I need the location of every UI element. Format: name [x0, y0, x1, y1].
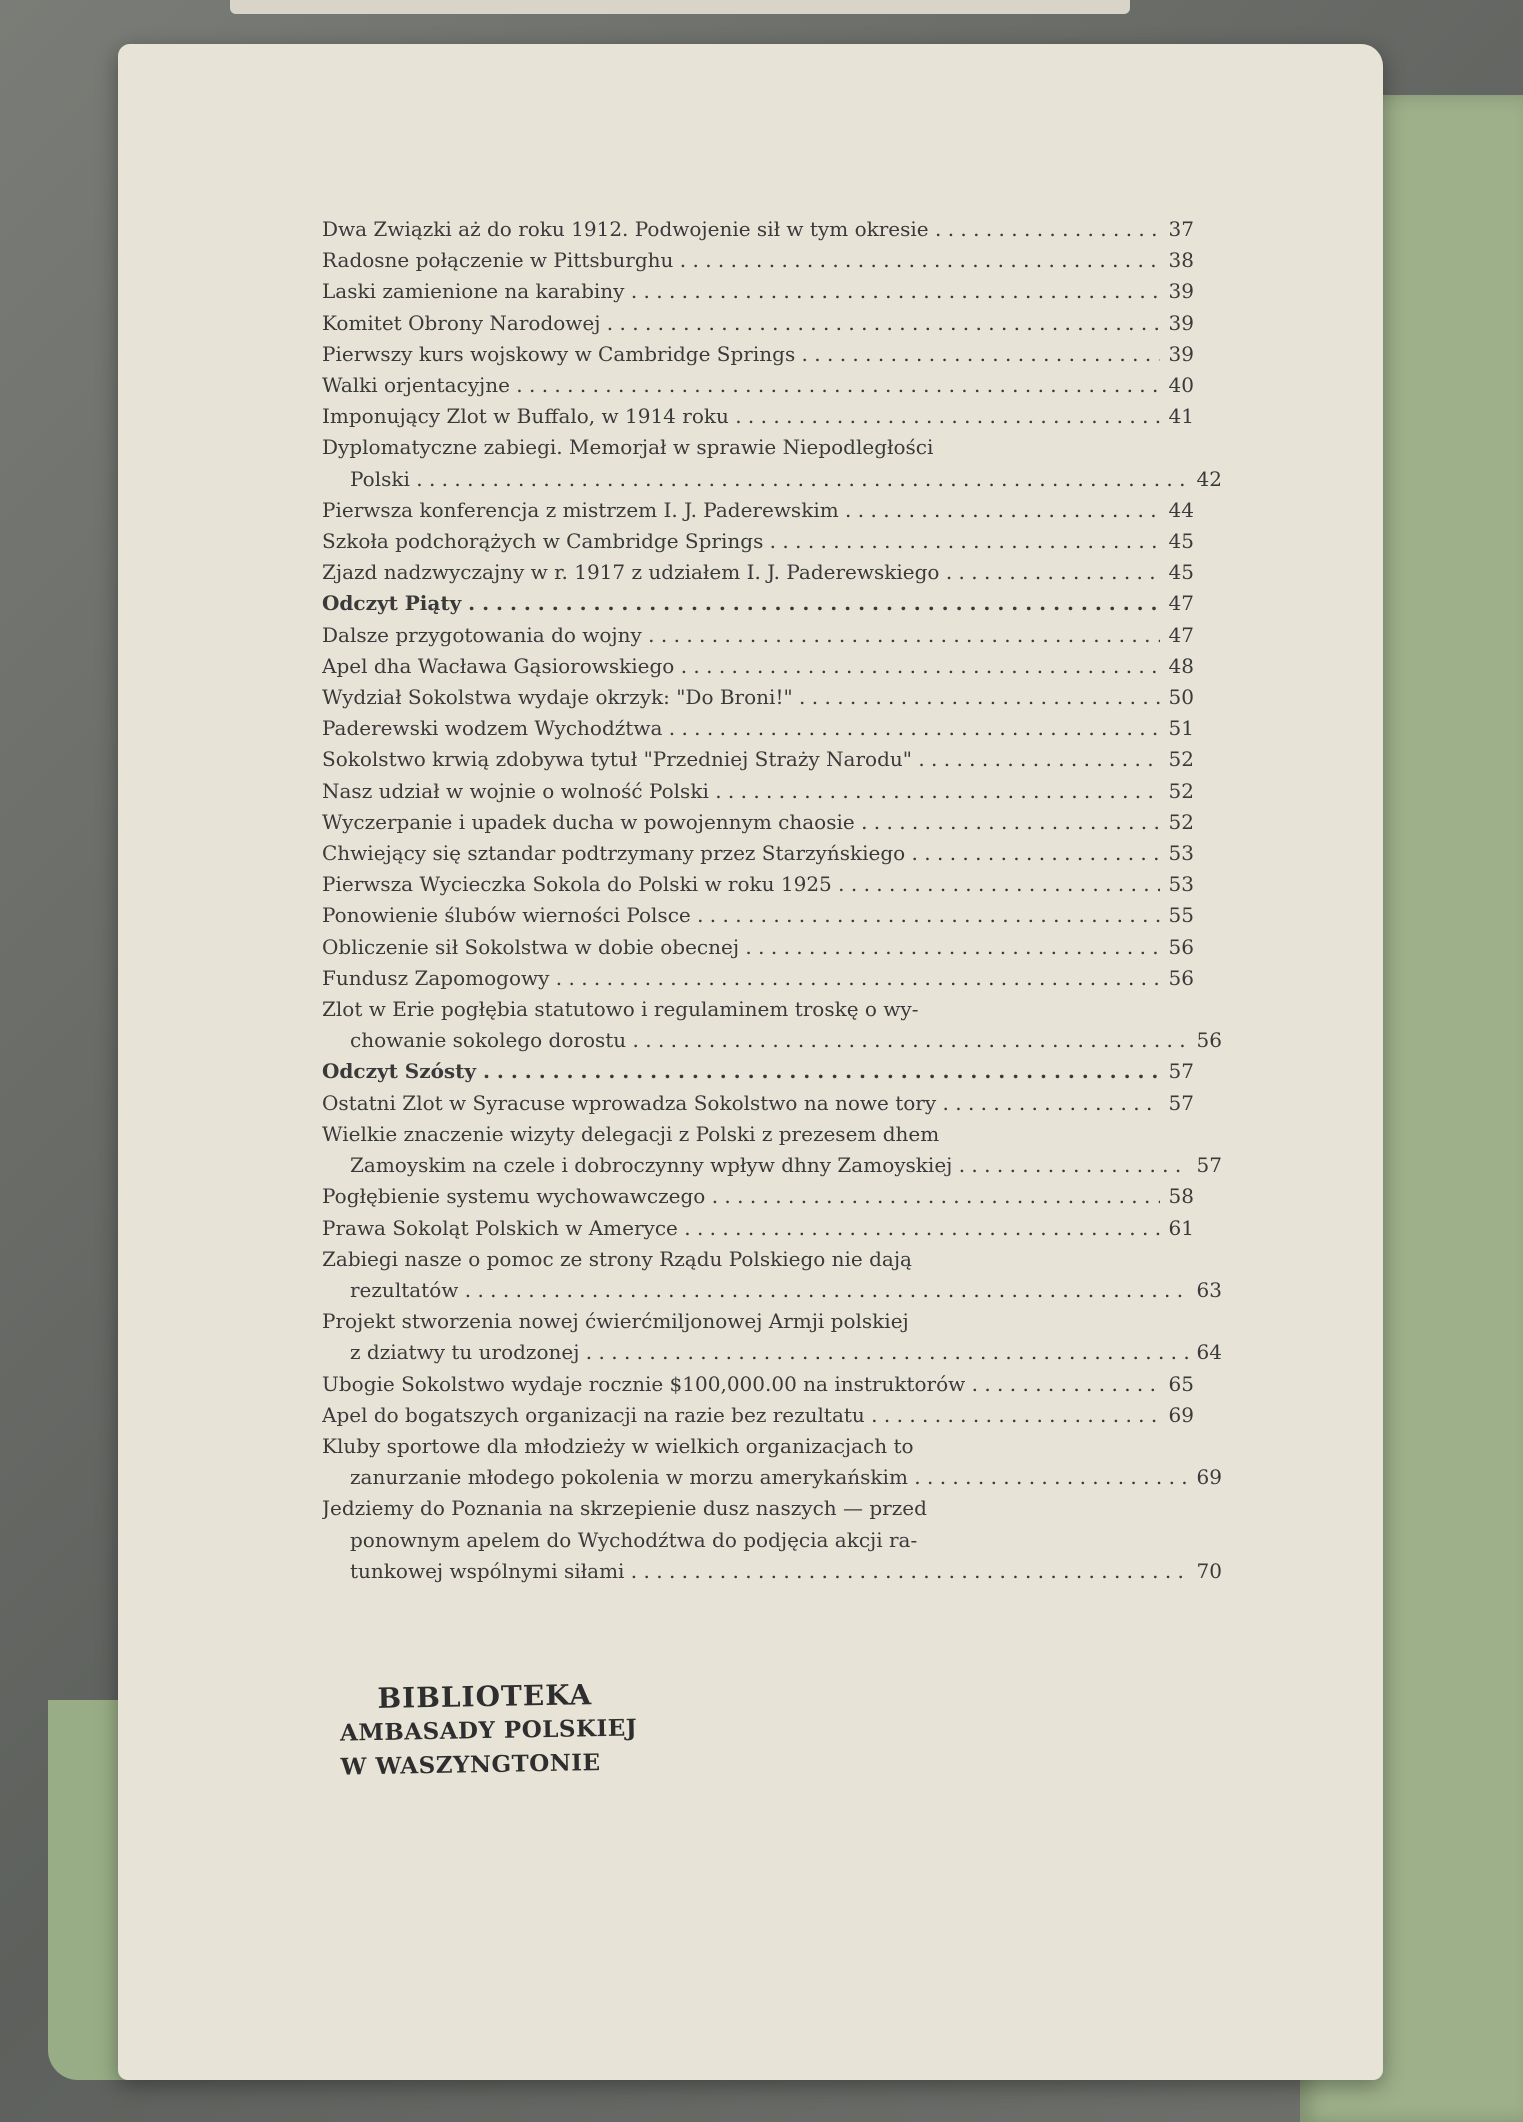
toc-entry [322, 1369, 1194, 1400]
toc-entry [322, 1088, 1194, 1119]
toc-entry-title: Kluby sportowe dla młodzieży w wielkich organizacjach to [322, 1433, 914, 1458]
toc-entry [322, 1181, 1194, 1212]
toc-entry [322, 526, 1194, 557]
stamp-line-1: BIBLIOTEKA [377, 1678, 593, 1715]
toc-entry [322, 1556, 1222, 1587]
toc-entry [322, 776, 1194, 807]
toc-entry-title: Walki orjentacyjne . . . [322, 370, 1160, 401]
toc-page-number: 65 [1168, 1371, 1194, 1396]
toc-entry-title: Dalsze przygotowania do wojny . . . [322, 620, 1160, 651]
toc-page-number: 47 [1168, 591, 1194, 616]
toc-entry [322, 432, 1194, 463]
toc-entry-title: Jedziemy do Poznania na skrzepienie dusz naszych — przed [322, 1496, 927, 1521]
toc-page-number: 45 [1168, 529, 1194, 554]
underlying-page-edge [230, 0, 1130, 14]
toc-entry [322, 994, 1194, 1025]
toc-entry [322, 1119, 1194, 1150]
stamp-line-2: AMBASADY POLSKIEJ [339, 1714, 638, 1747]
toc-page-number: 47 [1168, 622, 1194, 647]
toc-page-number: 63 [1196, 1277, 1222, 1302]
toc-entry-title: Dwa Związki aż do roku 1912. Podwojenie sił w tym okresie . . . [322, 214, 1160, 245]
toc-entry-title: Wielkie znaczenie wizyty delegacji z Polski z prezesem dhem [322, 1121, 940, 1146]
toc-entry [322, 963, 1194, 994]
toc-entry [322, 1306, 1194, 1337]
toc-entry [322, 308, 1194, 339]
toc-entry-title: Apel do bogatszych organizacji na razie bez rezultatu . . . [322, 1400, 1160, 1431]
toc-entry [322, 1400, 1194, 1431]
toc-entry-title: Fundusz Zapomogowy . . . [322, 963, 1160, 994]
toc-page-number: 58 [1168, 1184, 1194, 1209]
toc-entry-title: Zlot w Erie pogłębia statutowo i regulaminem troskę o wy- [322, 997, 919, 1022]
toc-entry [322, 744, 1194, 775]
toc-page-number: 57 [1196, 1153, 1222, 1178]
toc-entry [322, 713, 1194, 744]
toc-entry [322, 339, 1194, 370]
toc-page-number: 41 [1168, 404, 1194, 429]
toc-page-number: 44 [1168, 497, 1194, 522]
toc-page-number: 56 [1168, 934, 1194, 959]
toc-entry-title: Laski zamienione na karabiny . . . [322, 276, 1160, 307]
toc-entry-title: Odczyt Piąty . . . [322, 588, 1160, 619]
toc-page-number: 56 [1196, 1028, 1222, 1053]
toc-entry [322, 557, 1194, 588]
toc-entry-title: Chwiejący się sztandar podtrzymany przez Starzyńskiego . . . [322, 838, 1160, 869]
toc-entry [322, 1337, 1222, 1368]
toc-entry [322, 370, 1194, 401]
toc-page-number: 39 [1168, 279, 1194, 304]
toc-entry [322, 1493, 1194, 1524]
toc-entry [322, 1025, 1222, 1056]
toc-entry-title: Zjazd nadzwyczajny w r. 1917 z udziałem I. J. Paderewskiego . . . [322, 557, 1160, 588]
toc-entry-title: Imponujący Zlot w Buffalo, w 1914 roku . . . [322, 401, 1160, 432]
toc-entry-title: Pierwsza konferencja z mistrzem I. J. Paderewskim . . . [322, 495, 1160, 526]
toc-page-number: 57 [1168, 1059, 1194, 1084]
toc-entry [322, 838, 1194, 869]
toc-entry-title: Komitet Obrony Narodowej . . . [322, 308, 1160, 339]
toc-entry-title: Pogłębienie systemu wychowawczego . . . [322, 1181, 1160, 1212]
toc-entry-title: Zamoyskim na czele i dobroczynny wpływ dhny Zamoyskiej . . . [350, 1150, 1188, 1181]
toc-page-number: 52 [1168, 778, 1194, 803]
toc-page-number: 69 [1168, 1402, 1194, 1427]
toc-entry-title: Apel dha Wacława Gąsiorowskiego . . . [322, 651, 1160, 682]
toc-entry [322, 1525, 1222, 1556]
toc-entry-title: Paderewski wodzem Wychodźtwa . . . [322, 713, 1160, 744]
toc-page-number: 55 [1168, 903, 1194, 928]
toc-entry [322, 932, 1194, 963]
toc-entry [322, 588, 1194, 619]
toc-entry-title: Ubogie Sokolstwo wydaje rocznie $100,000.00 na instruktorów . . . [322, 1369, 1160, 1400]
toc-entry [322, 1150, 1222, 1181]
toc-page-number: 52 [1168, 809, 1194, 834]
toc-page-number: 61 [1168, 1215, 1194, 1240]
toc-page-number: 57 [1168, 1090, 1194, 1115]
toc-entry-title: Ostatni Zlot w Syracuse wprowadza Sokolstwo na nowe tory . . . [322, 1088, 1160, 1119]
toc-entry-title: Projekt stworzenia nowej ćwierćmiljonowej Armji polskiej [322, 1309, 909, 1334]
toc-page-number: 48 [1168, 653, 1194, 678]
toc-entry [322, 1244, 1194, 1275]
toc-entry [322, 214, 1194, 245]
library-stamp [339, 1677, 638, 1784]
toc-entry-title: Zabiegi nasze o pomoc ze strony Rządu Polskiego nie dają [322, 1246, 912, 1271]
toc-page-number: 56 [1168, 965, 1194, 990]
toc-page-number: 69 [1196, 1465, 1222, 1490]
toc-entry-title: z dziatwy tu urodzonej . . . [350, 1337, 1188, 1368]
stamp-line-3: W WASZYNGTONIE [340, 1749, 601, 1781]
toc-entry [322, 651, 1194, 682]
toc-entry-title: tunkowej wspólnymi siłami . . . [350, 1556, 1188, 1587]
toc-entry [322, 620, 1194, 651]
toc-entry-title: Szkoła podchorążych w Cambridge Springs . . . [322, 526, 1160, 557]
toc-entry-title: Dyplomatyczne zabiegi. Memorjał w sprawie Niepodległości [322, 435, 934, 460]
toc-entry-title: chowanie sokolego dorostu . . . [350, 1025, 1188, 1056]
toc-page-number: 53 [1168, 841, 1194, 866]
toc-entry-title: Obliczenie sił Sokolstwa w dobie obecnej . . . [322, 932, 1160, 963]
toc-entry-title: Wydział Sokolstwa wydaje okrzyk: "Do Broni!" . . . [322, 682, 1160, 713]
toc-entry [322, 900, 1194, 931]
toc-entry [322, 495, 1194, 526]
toc-entry [322, 807, 1194, 838]
toc-entry [322, 682, 1194, 713]
toc-entry [322, 464, 1222, 495]
toc-page-number: 64 [1196, 1340, 1222, 1365]
toc-entry-title: Ponowienie ślubów wierności Polsce . . . [322, 900, 1160, 931]
toc-page-number: 52 [1168, 747, 1194, 772]
toc-entry [322, 1431, 1194, 1462]
toc-page-number: 42 [1196, 466, 1222, 491]
toc-entry-title: Polski . . . [350, 464, 1188, 495]
toc-page-number: 37 [1168, 217, 1194, 241]
toc-page-number: 45 [1168, 560, 1194, 585]
toc-entry [322, 1275, 1222, 1306]
toc-entry-title: Sokolstwo krwią zdobywa tytuł "Przedniej Straży Narodu" . . . [322, 744, 1160, 775]
toc-entry-title: Prawa Sokoląt Polskich w Ameryce . . . [322, 1213, 1160, 1244]
toc-entry-title: Nasz udział w wojnie o wolność Polski . . . [322, 776, 1160, 807]
toc-entry [322, 1056, 1194, 1087]
toc-page-number: 40 [1168, 373, 1194, 398]
toc-page-number: 39 [1168, 341, 1194, 366]
toc-page-number: 38 [1168, 248, 1194, 273]
toc-entry [322, 869, 1194, 900]
toc-entry-title: Wyczerpanie i upadek ducha w powojennym chaosie . . . [322, 807, 1160, 838]
toc-page-number: 70 [1196, 1558, 1222, 1583]
toc-page-number: 53 [1168, 872, 1194, 897]
toc-entry-title: Radosne połączenie w Pittsburghu . . . [322, 245, 1160, 276]
toc-page-number: 50 [1168, 685, 1194, 710]
table-of-contents [322, 214, 1222, 1587]
toc-page-number: 51 [1168, 716, 1194, 741]
toc-entry-title: Pierwszy kurs wojskowy w Cambridge Springs . . . [322, 339, 1160, 370]
toc-entry-title: ponownym apelem do Wychodźtwa do podjęcia akcji ra- [350, 1527, 918, 1552]
toc-entry [322, 1213, 1194, 1244]
toc-entry [322, 1462, 1222, 1493]
toc-entry [322, 276, 1194, 307]
toc-entry [322, 401, 1194, 432]
toc-entry-title: Pierwsza Wycieczka Sokola do Polski w roku 1925 . . . [322, 869, 1160, 900]
toc-entry-title: zanurzanie młodego pokolenia w morzu amerykańskim . . . [350, 1462, 1188, 1493]
toc-entry-title: rezultatów . . . [350, 1275, 1188, 1306]
toc-entry [322, 245, 1194, 276]
toc-page-number: 39 [1168, 310, 1194, 335]
toc-entry-title: Odczyt Szósty . . . [322, 1056, 1160, 1087]
